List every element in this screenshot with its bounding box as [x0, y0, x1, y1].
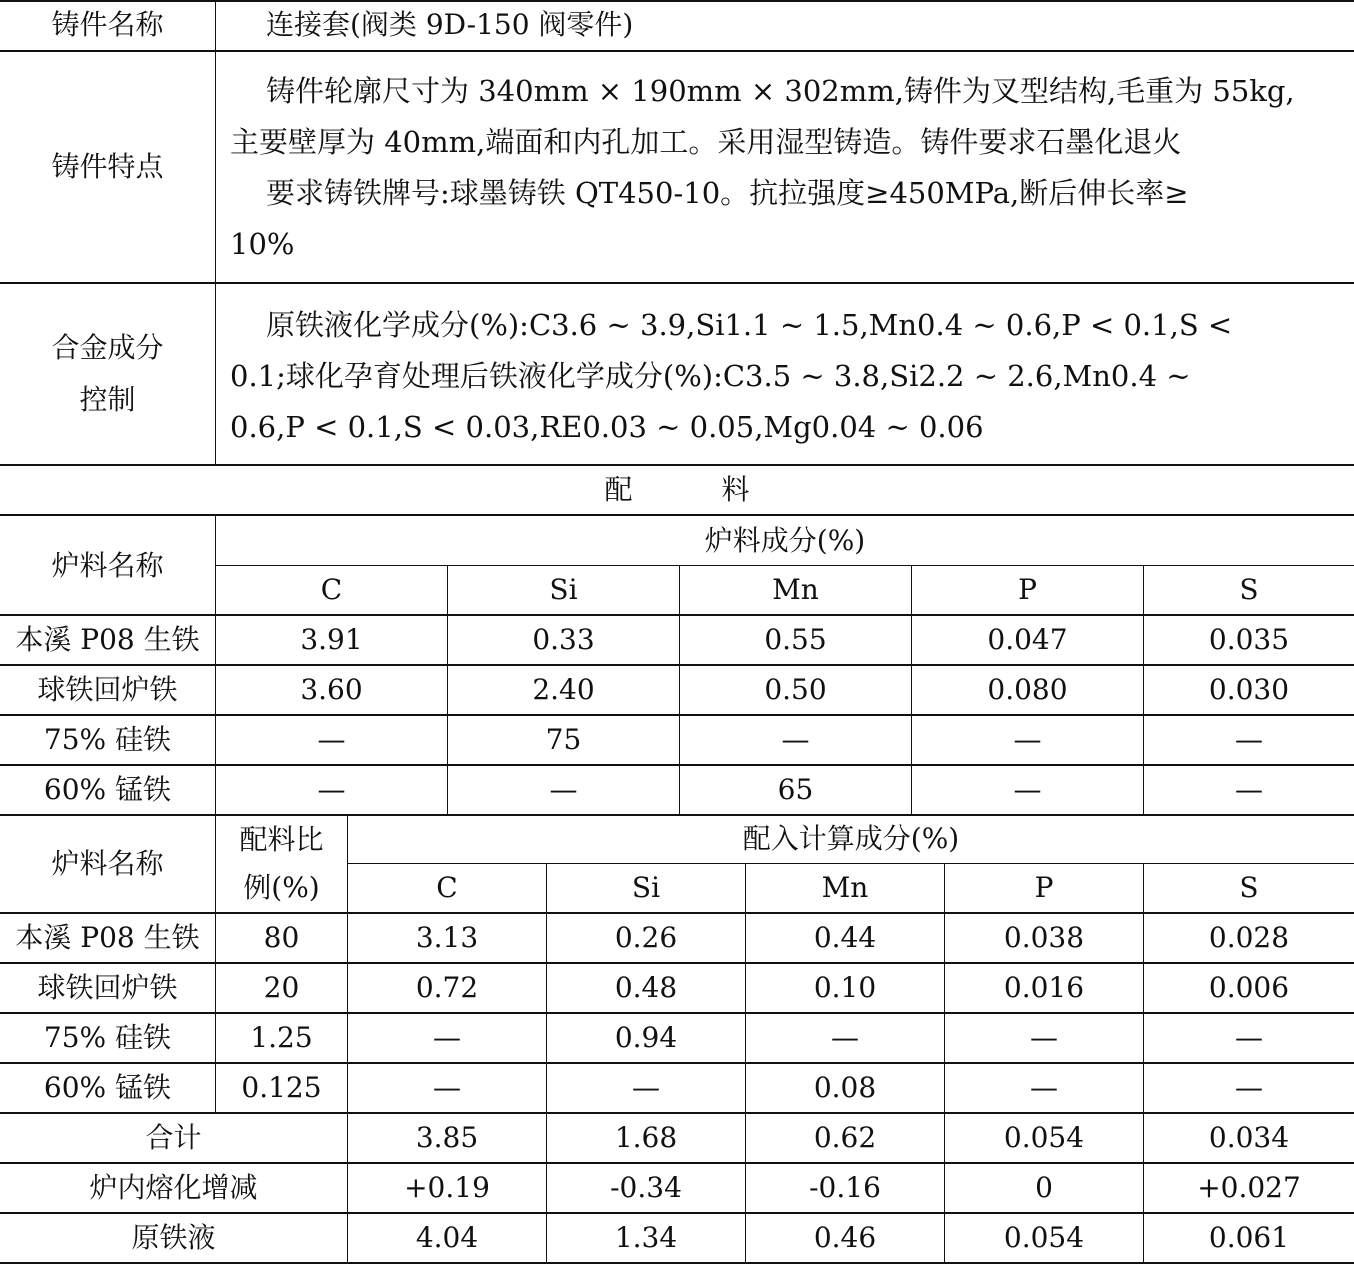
table-row	[0, 766, 1354, 816]
alloy-control-text	[230, 300, 1336, 453]
row-name-cell: 球铁回炉铁	[0, 666, 216, 714]
value-cell: —	[1235, 1020, 1263, 1054]
casting-name-value: 连接套(阀类 9D-150 阀零件)	[266, 7, 634, 41]
charge-col-header: Mn	[680, 566, 912, 614]
value-cell: 0.62	[746, 1114, 945, 1162]
charge-col-header: S	[1239, 573, 1259, 606]
value-cell: 0.44	[746, 914, 945, 962]
value-cell: 0	[945, 1164, 1144, 1212]
value-cell: 1.68	[547, 1114, 746, 1162]
value-cell: 2.40	[448, 666, 680, 714]
value-cell: 0.061	[1208, 1220, 1290, 1254]
value-cell: 0.10	[746, 964, 945, 1012]
casting-name-label: 铸件名称	[0, 0, 216, 50]
value-cell: 0.028	[1208, 920, 1290, 954]
calc-composition-header: 配入计算成分(%)	[348, 814, 1354, 864]
charge-composition-header: 炉料成分(%)	[216, 516, 1354, 566]
row-name-cell: 75% 硅铁	[0, 716, 216, 764]
row-name-cell: 球铁回炉铁	[0, 964, 216, 1012]
value-cell: 0.006	[1208, 970, 1290, 1004]
calc-column-headers	[348, 864, 1354, 912]
alloy-line-3: 0.6,P < 0.1,S < 0.03,RE0.03 ~ 0.05,Mg0.04 ~ 0.06	[230, 410, 984, 444]
value-cell: 0.26	[547, 914, 746, 962]
summary-name-cell: 炉内熔化增减	[0, 1164, 348, 1212]
alloy-control-row	[0, 284, 1354, 466]
value-cell: —	[448, 766, 680, 814]
alloy-line-2: 0.1;球化孕育处理后铁液化学成分(%):C3.5 ~ 3.8,Si2.2 ~ 2.6,Mn0.4 ~	[230, 359, 1191, 393]
casting-name-row	[0, 0, 1354, 52]
value-cell: 65	[680, 766, 912, 814]
charge-col-header: P	[912, 566, 1144, 614]
summary-row	[0, 1214, 1354, 1264]
casting-features-text	[230, 66, 1336, 270]
value-cell: —	[912, 716, 1144, 764]
value-cell: —	[746, 1014, 945, 1062]
features-line-1: 铸件轮廓尺寸为 340mm × 190mm × 302mm,铸件为叉型结构,毛重为 55kg,	[266, 74, 1295, 108]
value-cell: 3.85	[348, 1114, 547, 1162]
charge-col-header: Si	[448, 566, 680, 614]
calc-name-header: 炉料名称	[0, 814, 216, 914]
calc-table-header	[0, 814, 1354, 914]
casting-features-label: 铸件特点	[0, 52, 216, 282]
value-cell: 0.034	[1208, 1120, 1290, 1154]
table-row	[0, 716, 1354, 766]
value-cell: +0.19	[348, 1164, 547, 1212]
row-name-cell: 60% 锰铁	[0, 766, 216, 814]
summary-name-cell: 合计	[0, 1114, 348, 1162]
ratio-cell: 1.25	[216, 1014, 348, 1062]
value-cell: 0.94	[547, 1014, 746, 1062]
calc-col-header: Si	[547, 864, 746, 912]
alloy-label-line-2: 控制	[79, 383, 136, 416]
batching-title-row	[0, 466, 1354, 516]
value-cell: 3.91	[216, 616, 448, 664]
value-cell: 4.04	[348, 1214, 547, 1262]
value-cell: —	[547, 1064, 746, 1112]
value-cell: +0.027	[1197, 1170, 1301, 1204]
ratio-header-line-2: 例(%)	[243, 871, 320, 904]
charge-table-header	[0, 516, 1354, 616]
value-cell: —	[680, 716, 912, 764]
value-cell: -0.34	[547, 1164, 746, 1212]
value-cell: 0.047	[912, 616, 1144, 664]
table-row	[0, 1014, 1354, 1064]
row-name-cell: 本溪 P08 生铁	[0, 914, 216, 962]
calc-col-header: C	[348, 864, 547, 912]
charge-name-header: 炉料名称	[0, 516, 216, 616]
charge-column-headers	[216, 566, 1354, 614]
features-line-3: 要求铸铁牌号:球墨铸铁 QT450-10。抗拉强度≥450MPa,断后伸长率≥	[266, 176, 1189, 210]
value-cell: 0.054	[945, 1114, 1144, 1162]
value-cell: 0.080	[912, 666, 1144, 714]
table-row	[0, 914, 1354, 964]
ratio-cell: 20	[216, 964, 348, 1012]
row-name-cell: 60% 锰铁	[0, 1064, 216, 1112]
alloy-line-1: 原铁液化学成分(%):C3.6 ~ 3.9,Si1.1 ~ 1.5,Mn0.4 ~ 0.6,P < 0.1,S <	[266, 308, 1233, 342]
table-row	[0, 616, 1354, 666]
charge-col-header: C	[216, 566, 448, 614]
calc-col-header: Mn	[746, 864, 945, 912]
value-cell: —	[216, 766, 448, 814]
value-cell: 0.55	[680, 616, 912, 664]
features-line-2: 主要壁厚为 40mm,端面和内孔加工。采用湿型铸造。铸件要求石墨化退火	[230, 125, 1182, 159]
value-cell: 75	[448, 716, 680, 764]
summary-name-cell: 原铁液	[0, 1214, 348, 1262]
value-cell: —	[348, 1064, 547, 1112]
value-cell: 0.50	[680, 666, 912, 714]
value-cell: 3.13	[348, 914, 547, 962]
row-name-cell: 75% 硅铁	[0, 1014, 216, 1062]
ratio-cell: 0.125	[216, 1064, 348, 1112]
value-cell: 0.054	[945, 1214, 1144, 1262]
features-line-4: 10%	[230, 227, 295, 261]
value-cell: —	[1235, 722, 1263, 756]
summary-row	[0, 1114, 1354, 1164]
value-cell: —	[945, 1014, 1144, 1062]
alloy-control-label	[0, 284, 216, 464]
value-cell: 0.08	[746, 1064, 945, 1112]
value-cell: 0.038	[945, 914, 1144, 962]
alloy-label-line-1: 合金成分	[51, 331, 164, 364]
ratio-header-line-1: 配料比	[239, 823, 324, 856]
value-cell: 0.030	[1208, 672, 1290, 706]
value-cell: —	[945, 1064, 1144, 1112]
value-cell: 1.34	[547, 1214, 746, 1262]
value-cell: —	[1235, 1070, 1263, 1104]
calc-ratio-header	[216, 814, 348, 914]
value-cell: —	[348, 1014, 547, 1062]
value-cell: 0.72	[348, 964, 547, 1012]
value-cell: —	[1235, 772, 1263, 806]
calc-col-header: P	[945, 864, 1144, 912]
value-cell: 0.016	[945, 964, 1144, 1012]
row-name-cell: 本溪 P08 生铁	[0, 616, 216, 664]
casting-features-row	[0, 52, 1354, 284]
batching-title: 配 料	[604, 472, 750, 506]
value-cell: 3.60	[216, 666, 448, 714]
table-row	[0, 1064, 1354, 1114]
value-cell: 0.48	[547, 964, 746, 1012]
summary-row	[0, 1164, 1354, 1214]
table-row	[0, 964, 1354, 1014]
value-cell: -0.16	[746, 1164, 945, 1212]
value-cell: 0.46	[746, 1214, 945, 1262]
ratio-cell: 80	[216, 914, 348, 962]
value-cell: 0.035	[1208, 622, 1290, 656]
value-cell: 0.33	[448, 616, 680, 664]
calc-col-header: S	[1239, 871, 1259, 904]
value-cell: —	[912, 766, 1144, 814]
table-row	[0, 666, 1354, 716]
value-cell: —	[216, 716, 448, 764]
